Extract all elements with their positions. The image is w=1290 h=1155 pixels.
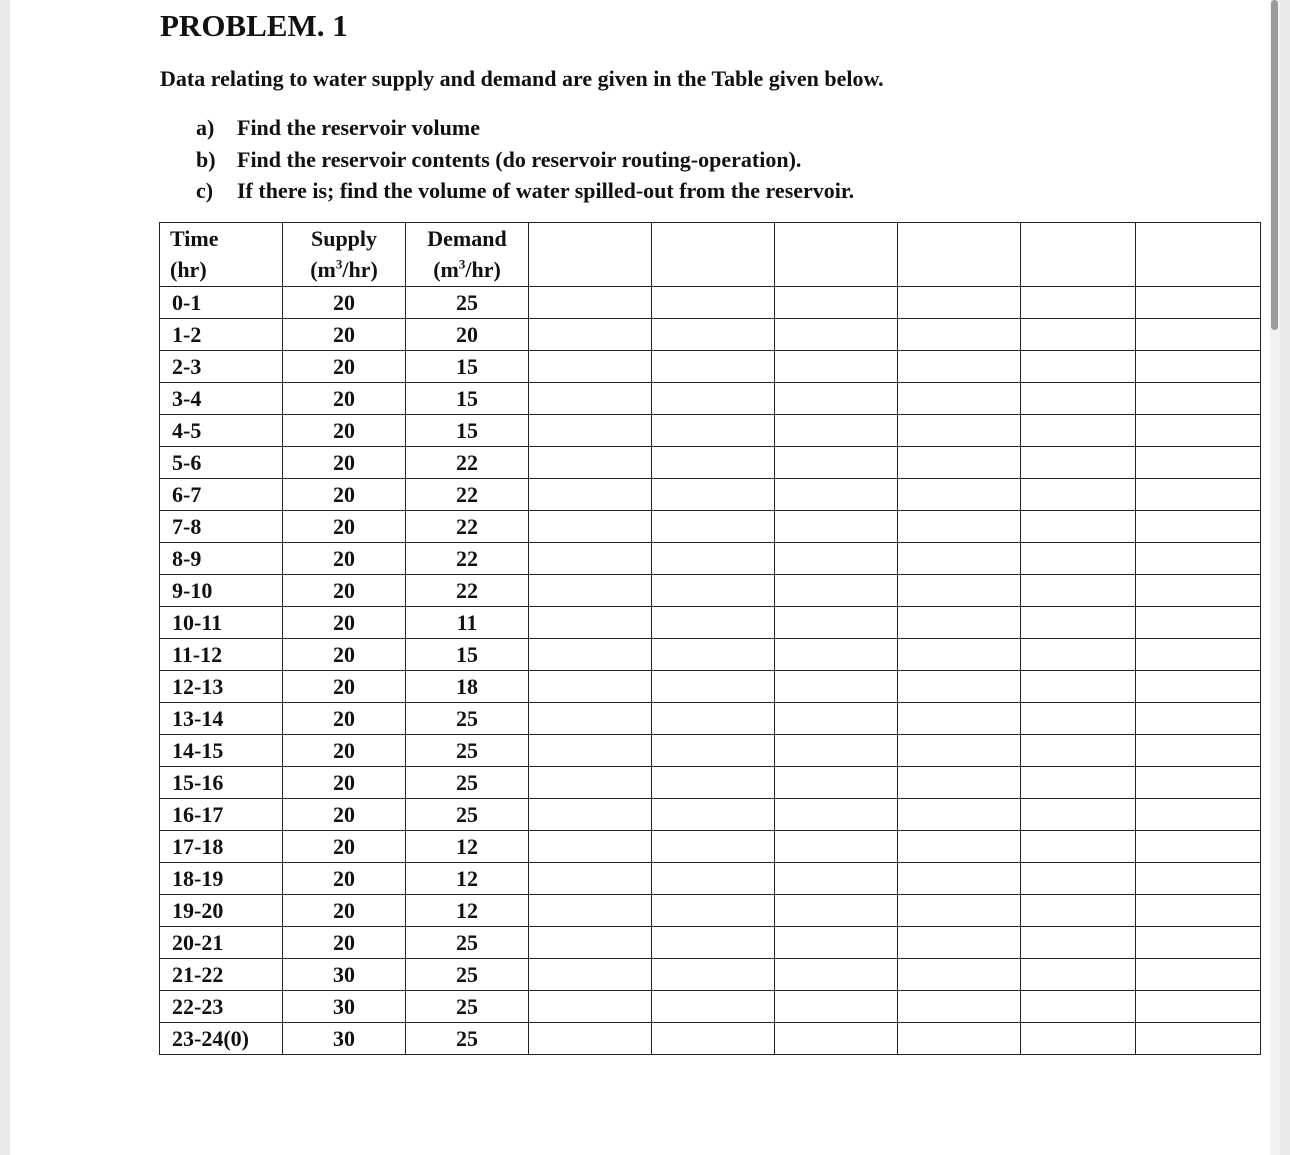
demand-cell: 11 bbox=[406, 607, 529, 639]
supply-cell: 20 bbox=[283, 703, 406, 735]
time-cell: 0-1 bbox=[160, 287, 283, 319]
demand-cell: 15 bbox=[406, 639, 529, 671]
empty-cell bbox=[1021, 543, 1136, 575]
empty-cell bbox=[1021, 703, 1136, 735]
supply-cell: 20 bbox=[283, 895, 406, 927]
question-text: Find the reservoir volume bbox=[237, 115, 480, 140]
empty-cell bbox=[898, 511, 1021, 543]
empty-cell bbox=[529, 927, 652, 959]
question-text: If there is; find the volume of water spilled-out from the reservoir. bbox=[237, 178, 855, 203]
empty-cell bbox=[898, 671, 1021, 703]
empty-cell bbox=[529, 767, 652, 799]
supply-cell: 20 bbox=[283, 575, 406, 607]
empty-cell bbox=[529, 703, 652, 735]
empty-cell bbox=[775, 927, 898, 959]
empty-cell bbox=[1136, 799, 1261, 831]
table-row bbox=[160, 319, 1261, 351]
supply-cell: 20 bbox=[283, 351, 406, 383]
empty-cell bbox=[1136, 639, 1261, 671]
empty-cell bbox=[1021, 607, 1136, 639]
empty-cell bbox=[529, 447, 652, 479]
table-row bbox=[160, 639, 1261, 671]
question-letter: b) bbox=[196, 146, 216, 172]
table-row bbox=[160, 479, 1261, 511]
empty-cell bbox=[898, 1023, 1021, 1055]
empty-cell bbox=[775, 863, 898, 895]
empty-cell bbox=[652, 991, 775, 1023]
empty-cell bbox=[652, 543, 775, 575]
empty-cell bbox=[775, 735, 898, 767]
empty-cell bbox=[898, 543, 1021, 575]
empty-cell bbox=[652, 287, 775, 319]
table-row bbox=[160, 511, 1261, 543]
time-cell: 19-20 bbox=[160, 895, 283, 927]
empty-cell bbox=[652, 671, 775, 703]
time-cell: 13-14 bbox=[160, 703, 283, 735]
empty-cell bbox=[1136, 575, 1261, 607]
empty-cell bbox=[775, 351, 898, 383]
empty-cell bbox=[652, 511, 775, 543]
supply-cell: 20 bbox=[283, 735, 406, 767]
empty-cell bbox=[898, 831, 1021, 863]
table-row bbox=[160, 575, 1261, 607]
empty-cell bbox=[652, 831, 775, 863]
empty-cell bbox=[1021, 447, 1136, 479]
question-item bbox=[196, 175, 854, 207]
empty-cell bbox=[652, 959, 775, 991]
time-cell: 23-24(0) bbox=[160, 1023, 283, 1055]
empty-cell bbox=[775, 511, 898, 543]
demand-cell: 22 bbox=[406, 479, 529, 511]
supply-cell: 20 bbox=[283, 319, 406, 351]
header-time-label: Time bbox=[170, 226, 219, 251]
document-page bbox=[10, 0, 1280, 1155]
empty-cell bbox=[529, 671, 652, 703]
empty-cell bbox=[898, 863, 1021, 895]
empty-cell bbox=[652, 607, 775, 639]
empty-cell bbox=[775, 383, 898, 415]
time-cell: 16-17 bbox=[160, 799, 283, 831]
supply-cell: 20 bbox=[283, 671, 406, 703]
empty-header-cell bbox=[1021, 223, 1136, 287]
vertical-scrollbar[interactable] bbox=[1270, 0, 1280, 1155]
demand-cell: 15 bbox=[406, 415, 529, 447]
demand-cell: 22 bbox=[406, 511, 529, 543]
empty-cell bbox=[1136, 287, 1261, 319]
table-row bbox=[160, 735, 1261, 767]
empty-cell bbox=[1136, 863, 1261, 895]
empty-cell bbox=[1136, 991, 1261, 1023]
empty-cell bbox=[1136, 383, 1261, 415]
time-cell: 3-4 bbox=[160, 383, 283, 415]
time-cell: 9-10 bbox=[160, 575, 283, 607]
demand-cell: 15 bbox=[406, 351, 529, 383]
empty-cell bbox=[898, 735, 1021, 767]
empty-cell bbox=[898, 287, 1021, 319]
table-header-row bbox=[160, 223, 1261, 287]
empty-header-cell bbox=[775, 223, 898, 287]
demand-cell: 22 bbox=[406, 575, 529, 607]
empty-cell bbox=[775, 703, 898, 735]
empty-cell bbox=[652, 863, 775, 895]
supply-cell: 20 bbox=[283, 607, 406, 639]
empty-cell bbox=[1021, 991, 1136, 1023]
time-cell: 11-12 bbox=[160, 639, 283, 671]
supply-cell: 20 bbox=[283, 927, 406, 959]
supply-cell: 20 bbox=[283, 767, 406, 799]
empty-cell bbox=[652, 735, 775, 767]
empty-cell bbox=[1021, 319, 1136, 351]
time-cell: 17-18 bbox=[160, 831, 283, 863]
empty-cell bbox=[1021, 1023, 1136, 1055]
table-row bbox=[160, 703, 1261, 735]
empty-cell bbox=[529, 1023, 652, 1055]
demand-cell: 25 bbox=[406, 1023, 529, 1055]
empty-cell bbox=[898, 639, 1021, 671]
table-row bbox=[160, 671, 1261, 703]
time-cell: 7-8 bbox=[160, 511, 283, 543]
empty-cell bbox=[529, 639, 652, 671]
supply-cell: 20 bbox=[283, 639, 406, 671]
empty-cell bbox=[529, 511, 652, 543]
empty-cell bbox=[529, 831, 652, 863]
empty-cell bbox=[652, 383, 775, 415]
empty-cell bbox=[898, 383, 1021, 415]
empty-cell bbox=[652, 767, 775, 799]
time-cell: 6-7 bbox=[160, 479, 283, 511]
empty-cell bbox=[1021, 863, 1136, 895]
supply-cell: 20 bbox=[283, 415, 406, 447]
empty-cell bbox=[1136, 767, 1261, 799]
empty-cell bbox=[1136, 831, 1261, 863]
empty-cell bbox=[898, 479, 1021, 511]
demand-cell: 22 bbox=[406, 447, 529, 479]
empty-header-cell bbox=[652, 223, 775, 287]
empty-cell bbox=[1136, 543, 1261, 575]
empty-cell bbox=[652, 415, 775, 447]
demand-cell: 12 bbox=[406, 895, 529, 927]
empty-cell bbox=[898, 991, 1021, 1023]
empty-cell bbox=[1021, 479, 1136, 511]
header-time bbox=[160, 223, 283, 287]
empty-cell bbox=[529, 543, 652, 575]
empty-cell bbox=[529, 799, 652, 831]
empty-cell bbox=[529, 735, 652, 767]
demand-cell: 25 bbox=[406, 287, 529, 319]
demand-cell: 15 bbox=[406, 383, 529, 415]
empty-cell bbox=[1136, 671, 1261, 703]
supply-cell: 30 bbox=[283, 991, 406, 1023]
empty-cell bbox=[529, 479, 652, 511]
header-demand-unit: $(m^3/hr)$ bbox=[433, 256, 501, 282]
problem-intro: Data relating to water supply and demand are given in the Table given below. bbox=[160, 66, 884, 91]
question-list bbox=[196, 112, 854, 207]
time-cell: 4-5 bbox=[160, 415, 283, 447]
supply-cell: 30 bbox=[283, 959, 406, 991]
empty-cell bbox=[1136, 607, 1261, 639]
empty-cell bbox=[1021, 351, 1136, 383]
demand-cell: 25 bbox=[406, 735, 529, 767]
empty-cell bbox=[652, 447, 775, 479]
empty-cell bbox=[1021, 383, 1136, 415]
supply-cell: 20 bbox=[283, 863, 406, 895]
empty-cell bbox=[898, 319, 1021, 351]
demand-cell: 25 bbox=[406, 991, 529, 1023]
table-row bbox=[160, 447, 1261, 479]
empty-cell bbox=[1136, 479, 1261, 511]
time-cell: 15-16 bbox=[160, 767, 283, 799]
time-cell: 2-3 bbox=[160, 351, 283, 383]
empty-cell bbox=[775, 799, 898, 831]
empty-cell bbox=[1136, 447, 1261, 479]
empty-cell bbox=[1021, 895, 1136, 927]
empty-cell bbox=[1021, 831, 1136, 863]
empty-cell bbox=[898, 447, 1021, 479]
empty-cell bbox=[1021, 799, 1136, 831]
demand-cell: 25 bbox=[406, 959, 529, 991]
empty-cell bbox=[1136, 319, 1261, 351]
header-time-unit: (hr) bbox=[170, 257, 207, 282]
header-demand-label: Demand bbox=[427, 226, 507, 251]
empty-cell bbox=[1021, 639, 1136, 671]
empty-cell bbox=[775, 415, 898, 447]
table-row bbox=[160, 863, 1261, 895]
empty-cell bbox=[529, 895, 652, 927]
supply-cell: 30 bbox=[283, 1023, 406, 1055]
demand-cell: 25 bbox=[406, 799, 529, 831]
table-row bbox=[160, 927, 1261, 959]
demand-cell: 25 bbox=[406, 927, 529, 959]
empty-cell bbox=[1021, 959, 1136, 991]
supply-cell: 20 bbox=[283, 287, 406, 319]
supply-cell: 20 bbox=[283, 447, 406, 479]
supply-demand-table bbox=[159, 222, 1261, 1055]
empty-cell bbox=[529, 863, 652, 895]
empty-cell bbox=[652, 1023, 775, 1055]
demand-cell: 18 bbox=[406, 671, 529, 703]
empty-cell bbox=[1136, 735, 1261, 767]
empty-cell bbox=[775, 447, 898, 479]
empty-cell bbox=[775, 543, 898, 575]
empty-cell bbox=[1021, 767, 1136, 799]
empty-cell bbox=[775, 1023, 898, 1055]
empty-cell bbox=[1136, 415, 1261, 447]
empty-cell bbox=[775, 575, 898, 607]
supply-cell: 20 bbox=[283, 383, 406, 415]
empty-cell bbox=[529, 575, 652, 607]
empty-cell bbox=[652, 895, 775, 927]
table-row bbox=[160, 895, 1261, 927]
empty-cell bbox=[1021, 671, 1136, 703]
table-row bbox=[160, 959, 1261, 991]
empty-cell bbox=[1136, 959, 1261, 991]
empty-cell bbox=[652, 319, 775, 351]
empty-cell bbox=[529, 607, 652, 639]
table-row bbox=[160, 543, 1261, 575]
empty-cell bbox=[775, 895, 898, 927]
time-cell: 12-13 bbox=[160, 671, 283, 703]
empty-cell bbox=[529, 383, 652, 415]
empty-cell bbox=[898, 703, 1021, 735]
empty-cell bbox=[529, 319, 652, 351]
empty-cell bbox=[898, 351, 1021, 383]
empty-cell bbox=[652, 799, 775, 831]
empty-cell bbox=[898, 767, 1021, 799]
table-row bbox=[160, 383, 1261, 415]
empty-cell bbox=[529, 415, 652, 447]
table-row bbox=[160, 415, 1261, 447]
empty-header-cell bbox=[1136, 223, 1261, 287]
empty-cell bbox=[775, 831, 898, 863]
supply-cell: 20 bbox=[283, 543, 406, 575]
question-letter: c) bbox=[196, 178, 214, 203]
empty-cell bbox=[1021, 735, 1136, 767]
question-item bbox=[196, 112, 854, 144]
time-cell: 5-6 bbox=[160, 447, 283, 479]
empty-cell bbox=[529, 991, 652, 1023]
empty-cell bbox=[1021, 287, 1136, 319]
time-cell: 14-15 bbox=[160, 735, 283, 767]
empty-cell bbox=[898, 607, 1021, 639]
empty-cell bbox=[775, 479, 898, 511]
question-item bbox=[196, 144, 854, 176]
empty-cell bbox=[1021, 575, 1136, 607]
header-supply-label: Supply bbox=[310, 226, 378, 251]
empty-cell bbox=[652, 927, 775, 959]
question-text: Find the reservoir contents (do reservoir routing-operation). bbox=[237, 146, 802, 172]
empty-cell bbox=[1136, 351, 1261, 383]
empty-cell bbox=[775, 991, 898, 1023]
supply-cell: 20 bbox=[283, 831, 406, 863]
time-cell: 10-11 bbox=[160, 607, 283, 639]
demand-cell: 12 bbox=[406, 831, 529, 863]
supply-cell: 20 bbox=[283, 511, 406, 543]
demand-cell: 25 bbox=[406, 767, 529, 799]
empty-cell bbox=[898, 415, 1021, 447]
time-cell: 8-9 bbox=[160, 543, 283, 575]
empty-cell bbox=[775, 639, 898, 671]
empty-cell bbox=[652, 575, 775, 607]
empty-cell bbox=[898, 895, 1021, 927]
table-row bbox=[160, 767, 1261, 799]
demand-cell: 25 bbox=[406, 703, 529, 735]
demand-cell: 12 bbox=[406, 863, 529, 895]
empty-cell bbox=[775, 607, 898, 639]
empty-cell bbox=[1021, 511, 1136, 543]
table-row bbox=[160, 991, 1261, 1023]
empty-cell bbox=[775, 767, 898, 799]
table-row bbox=[160, 831, 1261, 863]
empty-cell bbox=[652, 639, 775, 671]
empty-cell bbox=[898, 959, 1021, 991]
time-cell: 20-21 bbox=[160, 927, 283, 959]
empty-cell bbox=[1136, 927, 1261, 959]
empty-cell bbox=[898, 575, 1021, 607]
empty-cell bbox=[1021, 415, 1136, 447]
question-letter: a) bbox=[196, 115, 215, 140]
demand-cell: 22 bbox=[406, 543, 529, 575]
empty-cell bbox=[775, 959, 898, 991]
empty-cell bbox=[529, 351, 652, 383]
empty-cell bbox=[1136, 895, 1261, 927]
empty-cell bbox=[898, 927, 1021, 959]
supply-cell: 20 bbox=[283, 799, 406, 831]
empty-header-cell bbox=[898, 223, 1021, 287]
demand-cell: 20 bbox=[406, 319, 529, 351]
problem-title: PROBLEM. 1 bbox=[160, 8, 348, 43]
empty-cell bbox=[1136, 703, 1261, 735]
time-cell: 18-19 bbox=[160, 863, 283, 895]
table-row bbox=[160, 287, 1261, 319]
table-row bbox=[160, 351, 1261, 383]
empty-cell bbox=[529, 287, 652, 319]
header-supply bbox=[283, 223, 406, 287]
table-row bbox=[160, 799, 1261, 831]
time-cell: 1-2 bbox=[160, 319, 283, 351]
time-cell: 22-23 bbox=[160, 991, 283, 1023]
empty-cell bbox=[1136, 511, 1261, 543]
empty-header-cell bbox=[529, 223, 652, 287]
empty-cell bbox=[775, 671, 898, 703]
scrollbar-thumb[interactable] bbox=[1271, 0, 1278, 330]
supply-cell: 20 bbox=[283, 479, 406, 511]
table-row bbox=[160, 1023, 1261, 1055]
empty-cell bbox=[652, 351, 775, 383]
empty-cell bbox=[775, 319, 898, 351]
table-row bbox=[160, 607, 1261, 639]
empty-cell bbox=[652, 479, 775, 511]
empty-cell bbox=[898, 799, 1021, 831]
empty-cell bbox=[775, 287, 898, 319]
empty-cell bbox=[1021, 927, 1136, 959]
header-supply-unit: $(m^3/hr)$ bbox=[310, 256, 378, 282]
time-cell: 21-22 bbox=[160, 959, 283, 991]
empty-cell bbox=[529, 959, 652, 991]
header-demand bbox=[406, 223, 529, 287]
empty-cell bbox=[652, 703, 775, 735]
empty-cell bbox=[1136, 1023, 1261, 1055]
